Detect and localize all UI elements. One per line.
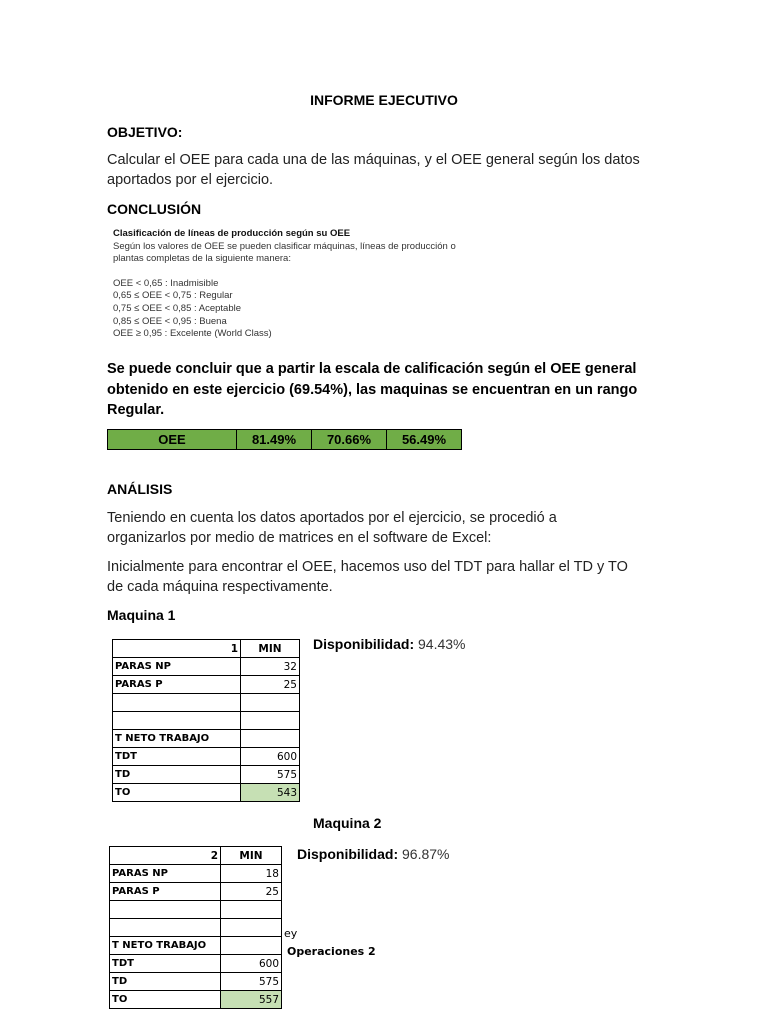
table-row bbox=[110, 919, 282, 937]
row-label: T NETO TRABAJO bbox=[110, 937, 221, 955]
table-row bbox=[110, 937, 282, 955]
table-row bbox=[113, 766, 300, 784]
objetivo-heading: OBJETIVO: bbox=[107, 124, 183, 140]
unit-header-cell: MIN bbox=[221, 847, 282, 865]
statement-line-2: obtenido en este ejercicio (69.54%), las maquinas se encuentran en un rango bbox=[107, 381, 638, 398]
row-label: TO bbox=[110, 991, 221, 1009]
row-value: 600 bbox=[221, 955, 282, 973]
table-row bbox=[113, 694, 300, 712]
row-label: TDT bbox=[110, 955, 221, 973]
maquina-2-disponibilidad bbox=[297, 846, 449, 862]
partial-text-fragment: ey bbox=[284, 927, 298, 940]
table-row bbox=[113, 676, 300, 694]
row-value bbox=[221, 919, 282, 937]
row-label: PARAS P bbox=[110, 883, 221, 901]
table-row bbox=[110, 865, 282, 883]
row-label bbox=[110, 901, 221, 919]
document-title: INFORME EJECUTIVO bbox=[310, 92, 458, 108]
oee-value-cell: 81.49% bbox=[237, 430, 312, 450]
analisis-para-2-line: de cada máquina respectivamente. bbox=[107, 579, 333, 595]
table-header-row bbox=[113, 640, 300, 658]
analisis-para-1-line: Teniendo en cuenta los datos aportados por el ejercicio, se procedió a bbox=[107, 510, 557, 526]
row-label: TO bbox=[113, 784, 241, 802]
oee-row bbox=[108, 430, 462, 450]
maquina-1-title: Maquina 1 bbox=[107, 607, 176, 623]
oee-value-cell: 70.66% bbox=[312, 430, 387, 450]
row-value: 32 bbox=[241, 658, 300, 676]
disponibilidad-value: 96.87% bbox=[402, 846, 450, 862]
row-value bbox=[221, 901, 282, 919]
table-row bbox=[110, 901, 282, 919]
machine-number-cell: 2 bbox=[110, 847, 221, 865]
row-label: PARAS NP bbox=[110, 865, 221, 883]
row-value-highlight: 543 bbox=[241, 784, 300, 802]
clasificacion-intro-1: Según los valores de OEE se pueden clasificar máquinas, líneas de producción o bbox=[113, 240, 456, 252]
row-value: 575 bbox=[241, 766, 300, 784]
maquina-1-table bbox=[112, 639, 300, 802]
maquina-2-title: Maquina 2 bbox=[313, 815, 382, 831]
table-row bbox=[113, 712, 300, 730]
row-label bbox=[113, 712, 241, 730]
unit-header-cell: MIN bbox=[241, 640, 300, 658]
row-value: 575 bbox=[221, 973, 282, 991]
table-row bbox=[113, 748, 300, 766]
analisis-para-1-line: organizarlos por medio de matrices en el software de Excel: bbox=[107, 530, 492, 546]
disponibilidad-label: Disponibilidad: bbox=[313, 636, 415, 652]
maquina-1-disponibilidad bbox=[313, 636, 465, 652]
table-header-row bbox=[110, 847, 282, 865]
conclusion-heading: CONCLUSIÓN bbox=[107, 201, 202, 217]
table-row bbox=[113, 784, 300, 802]
clasificacion-item: 0,85 ≤ OEE < 0,95 : Buena bbox=[113, 315, 227, 327]
analisis-para-1 bbox=[107, 508, 557, 548]
analisis-heading: ANÁLISIS bbox=[107, 481, 173, 497]
clasificacion-item: OEE ≥ 0,95 : Excelente (World Class) bbox=[113, 328, 272, 340]
disponibilidad-label: Disponibilidad: bbox=[297, 846, 399, 862]
row-label: TDT bbox=[113, 748, 241, 766]
row-value bbox=[241, 712, 300, 730]
oee-value-cell: 56.49% bbox=[387, 430, 462, 450]
operaciones-label: Operaciones 2 bbox=[287, 945, 376, 958]
row-value bbox=[241, 730, 300, 748]
objetivo-text bbox=[107, 150, 640, 190]
table-row bbox=[110, 955, 282, 973]
objetivo-line-1: Calcular el OEE para cada una de las máquinas, y el OEE general según los datos bbox=[107, 152, 640, 168]
row-label: PARAS P bbox=[113, 676, 241, 694]
row-value-highlight: 557 bbox=[221, 991, 282, 1009]
conclusion-statement bbox=[107, 359, 637, 421]
clasificacion-figure bbox=[113, 228, 456, 341]
analisis-para-2-line: Inicialmente para encontrar el OEE, hacemos uso del TDT para hallar el TD y TO bbox=[107, 559, 628, 575]
row-value bbox=[221, 937, 282, 955]
row-label: PARAS NP bbox=[113, 658, 241, 676]
analisis-para-2 bbox=[107, 557, 628, 597]
oee-label-cell: OEE bbox=[108, 430, 237, 450]
table-row bbox=[110, 973, 282, 991]
disponibilidad-value: 94.43% bbox=[418, 636, 466, 652]
row-label: TD bbox=[113, 766, 241, 784]
row-label bbox=[110, 919, 221, 937]
table-row bbox=[113, 658, 300, 676]
clasificacion-intro-2: plantas completas de la siguiente manera: bbox=[113, 253, 291, 265]
objetivo-line-2: aportados por el ejercicio. bbox=[107, 172, 274, 188]
row-label bbox=[113, 694, 241, 712]
clasificacion-item: 0,75 ≤ OEE < 0,85 : Aceptable bbox=[113, 302, 242, 314]
table-row bbox=[110, 991, 282, 1009]
row-value: 25 bbox=[221, 883, 282, 901]
table-row bbox=[113, 730, 300, 748]
row-value bbox=[241, 694, 300, 712]
clasificacion-title: Clasificación de líneas de producción según su OEE bbox=[113, 228, 351, 239]
statement-line-1: Se puede concluir que a partir la escala de calificación según el OEE general bbox=[107, 361, 637, 377]
row-label: T NETO TRABAJO bbox=[113, 730, 241, 748]
oee-table bbox=[107, 429, 462, 450]
machine-number-cell: 1 bbox=[113, 640, 241, 658]
row-value: 600 bbox=[241, 748, 300, 766]
row-value: 18 bbox=[221, 865, 282, 883]
row-value: 25 bbox=[241, 676, 300, 694]
row-label: TD bbox=[110, 973, 221, 991]
clasificacion-item: 0,65 ≤ OEE < 0,75 : Regular bbox=[113, 290, 233, 302]
table-row bbox=[110, 883, 282, 901]
statement-line-3: Regular. bbox=[107, 402, 165, 418]
clasificacion-item: OEE < 0,65 : Inadmisible bbox=[113, 277, 219, 289]
maquina-2-table bbox=[109, 846, 282, 1009]
